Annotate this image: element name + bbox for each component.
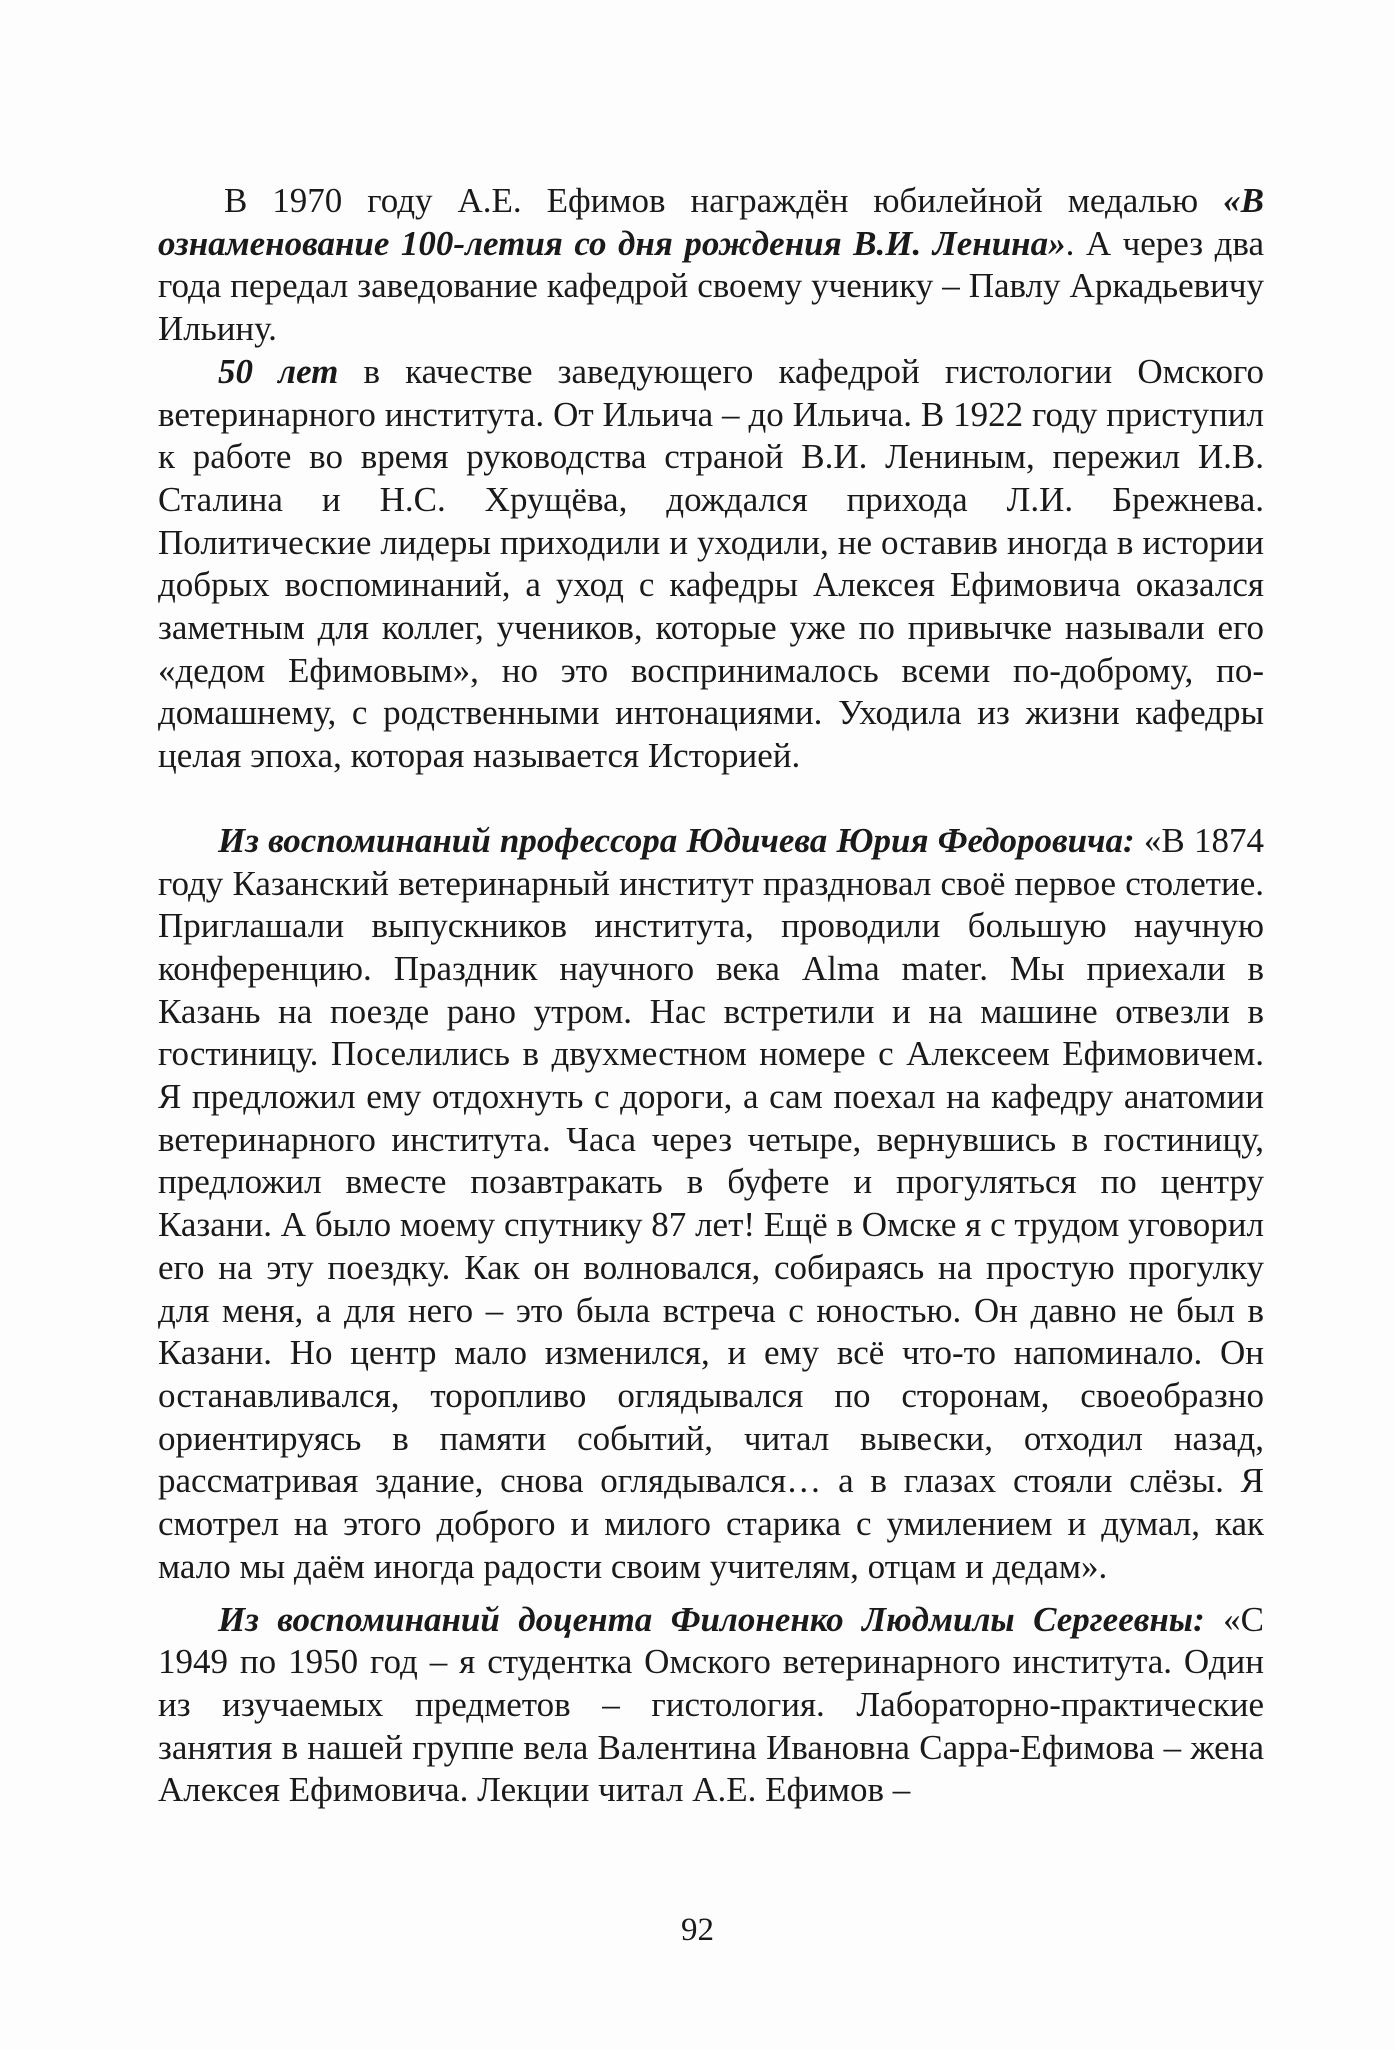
paragraph-fifty-years <box>158 351 1264 778</box>
paragraph-fifty-years-text: в качестве заведующего кафедрой гистологии Омского ветеринарного института. От Ильича – до Ильича. В 1922 году приступил к работе во время руководства страной В.И. Лениным, пережил И.В. Сталина и Н.С. Хрущёва, дождался прихода Л.И. Брежнева. Политические лидеры приходили и уходили, не оставив иногда в истории добрых воспоминаний, а уход с кафедры Алексея Ефимовича оказался заметным для коллег, учеников, которые уже по привычке называли его «дедом Ефимовым», но это воспринималось всеми по-доброму, по-домашнему, с родственными интонациями. Уходила из жизни кафедры целая эпоха, которая называется Историей. <box>158 351 1264 776</box>
paragraph-yudichev-memoir <box>158 820 1264 1589</box>
page-number: 92 <box>681 1912 714 1948</box>
medal-title: «В ознаменование 100-летия со дня рождения В.И. Ленина» <box>158 181 1264 263</box>
yudichev-memoir-text: «В 1874 году Казанский ветеринарный институт праздновал своё первое столетие. Приглашали выпускников института, проводили большую научную конференцию. Праздник научного века Alma mater. Мы приехали в Казань на поезде рано утром. Нас встретили и на машине отвезли в гостиницу. Поселились в двухместном номере с Алексеем Ефимовичем. Я предложил ему отдохнуть с дороги, а сам поехал на кафедру анатомии ветеринарного института. Часа через четыре, вернувшись в гостиницу, предложил вместе позавтракать в буфете и прогуляться по центру Казани. А было моему спутнику 87 лет! Ещё в Омске я с трудом уговорил его на эту поездку. Как он волновался, собираясь на простую прогулку для меня, а для него – это была встреча с юностью. Он давно не был в Казани. Но центр мало изменился, и ему всё что-то напоминало. Он останавливался, торопливо оглядывался по сторонам, своеобразно ориентируясь в памяти событий, читал вывески, отходил назад, рассматривая здание, снова оглядывался… а в глазах стояли слёзы. Я смотрел на этого доброго и милого старика с умилением и думал, как мало мы даём иногда радости своим учителям, отцам и дедам». <box>158 820 1264 1586</box>
yudichev-memoir-heading: Из воспоминаний профессора Юдичева Юрия Федоровича: <box>218 820 1135 860</box>
fifty-years-heading: 50 лет <box>218 351 339 391</box>
filonenko-memoir-text: «С 1949 по 1950 год – я студентка Омского ветеринарного института. Один из изучаемых предметов – гистология. Лабораторно-практические занятия в нашей группе вела Валентина Ивановна Сарра-Ефимова – жена Алексея Ефимовича. Лекции читал А.Е. Ефимов – <box>158 1599 1264 1810</box>
body-text <box>158 180 1264 1812</box>
paragraph-medal <box>158 180 1264 351</box>
paragraph-medal-text-a: В 1970 году А.Е. Ефимов награждён юбилейной медалью <box>224 181 1224 220</box>
paragraph-filonenko-memoir <box>158 1599 1264 1813</box>
filonenko-memoir-heading: Из воспоминаний доцента Филоненко Людмилы Сергеевны: <box>218 1599 1205 1639</box>
paragraph-medal-text-b: . А через два года передал заведование кафедрой своему ученику – Павлу Аркадьевичу Ильину. <box>158 223 1265 349</box>
